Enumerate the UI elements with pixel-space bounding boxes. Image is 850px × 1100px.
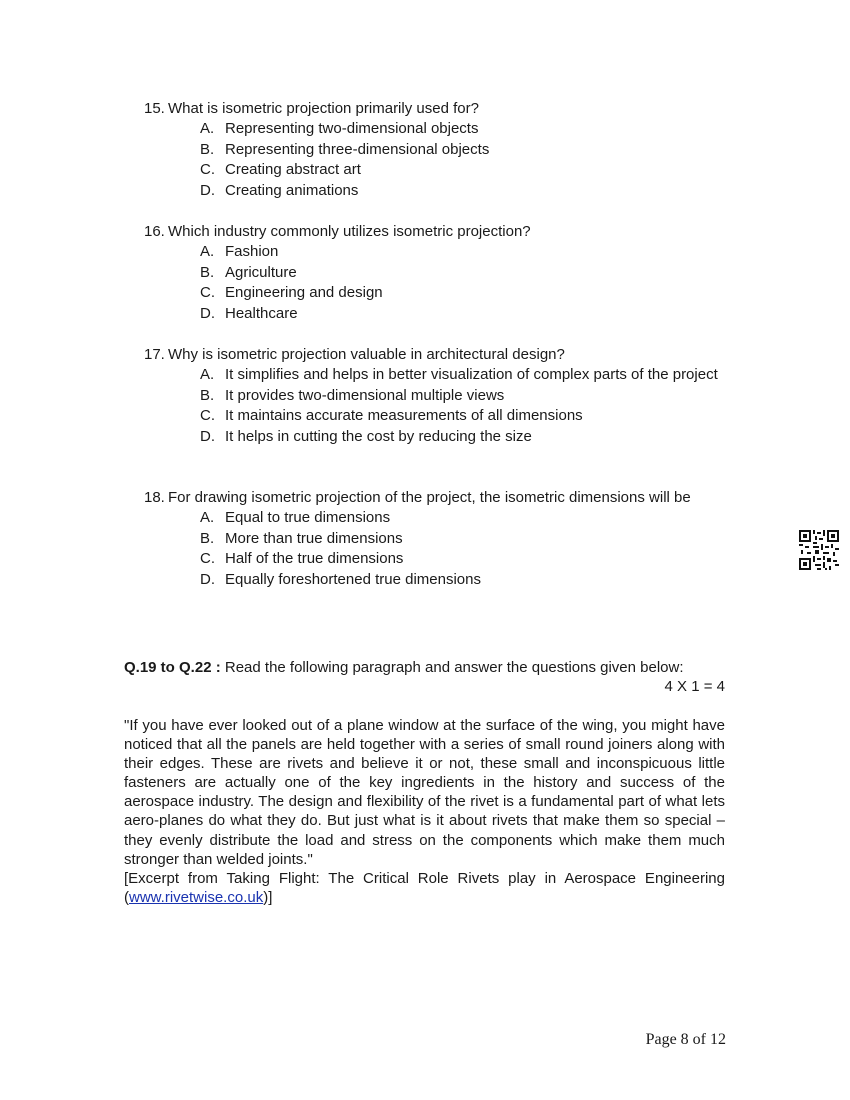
section-heading [124,658,725,696]
option-b [200,386,734,407]
source-link[interactable]: www.rivetwise.co.uk [129,888,264,906]
source-prefix: [Excerpt from Taking Flight: The Critical Role Rivets play in Aerospace Engineering ( [124,869,725,906]
option-text: Engineering and design [225,284,383,302]
option-letter: A. [200,509,215,526]
question-stem [144,488,734,508]
option-c [200,160,734,181]
question-number: 17. [144,346,165,363]
marks-line [124,677,725,696]
option-a [200,119,734,140]
option-list [144,119,734,202]
option-text: Fashion [225,243,279,260]
option-text: More than true dimensions [225,529,403,547]
option-letter: C. [200,284,215,302]
question-18 [144,488,734,591]
option-letter: A. [200,120,215,137]
option-letter: A. [200,243,215,260]
question-number: 15. [144,100,165,117]
option-letter: B. [200,386,215,404]
question-text: For drawing isometric projection of the project, the isometric dimensions will be [168,489,691,506]
option-b [200,529,734,550]
option-list [144,508,734,591]
question-text: Why is isometric projection valuable in architectural design? [168,346,565,363]
question-17 [144,345,734,448]
option-letter: B. [200,140,215,158]
option-d [200,570,734,591]
marks-allocation: 4 X 1 = 4 [664,678,725,695]
option-text: Healthcare [225,305,298,323]
option-text: Creating abstract art [225,161,361,179]
option-text: It provides two-dimensional multiple views [225,386,505,404]
question-stem [144,99,734,119]
question-text: What is isometric projection primarily used for? [168,100,479,117]
option-letter: D. [200,182,215,200]
option-c [200,406,734,427]
option-letter: B. [200,529,215,547]
option-b [200,263,734,284]
passage-source [124,869,725,907]
option-letter: C. [200,161,215,179]
option-a [200,365,734,386]
option-d [200,304,734,325]
option-d [200,427,734,448]
option-letter: C. [200,407,215,425]
option-a [200,242,734,263]
option-c [200,283,734,304]
option-text: Creating animations [225,182,359,200]
question-stem [144,222,734,242]
option-d [200,181,734,202]
option-list [144,365,734,448]
option-text: Equal to true dimensions [225,509,391,526]
question-stem [144,345,734,365]
passage-text: "If you have ever looked out of a plane window at the surface of the wing, you might have noticed that all the panels are held together with a series of small round joiners along with their edges. These are rivets and believe it or not, these small and inconspicuous little fasteners are actually one of the key ingredients in the history and success of the aerospace industry. The design and flexibility of the rivet is a fundamental part of what lets aero-planes do what they do. But just what is it about rivets that make them so special – they evenly distribute the load and stress on the components which make them much stronger than welded joints." [124,717,725,868]
option-text: It helps in cutting the cost by reducing the size [225,428,532,446]
question-number: 18. [144,489,165,506]
section-instruction: Read the following paragraph and answer the questions given below: [224,659,684,676]
question-16 [144,222,734,325]
question-text: Which industry commonly utilizes isometric projection? [168,223,531,240]
option-letter: D. [200,428,215,446]
question-range: Q.19 to Q.22 : [124,659,221,676]
qr-code-icon [799,530,839,570]
option-c [200,549,734,570]
option-letter: D. [200,305,215,323]
question-number: 16. [144,223,165,240]
option-text: Agriculture [225,263,297,281]
option-list [144,242,734,325]
option-text: Representing three-dimensional objects [225,140,490,158]
option-text: It maintains accurate measurements of all dimensions [225,407,583,425]
option-letter: A. [200,366,215,383]
option-text: Half of the true dimensions [225,550,404,568]
option-b [200,140,734,161]
question-15 [144,99,734,202]
option-text: Representing two-dimensional objects [225,120,479,137]
option-text: It simplifies and helps in better visualization of complex parts of the project [225,366,718,383]
reading-passage [124,716,725,907]
option-letter: C. [200,550,215,568]
page-number: Page 8 of 12 [645,1031,726,1048]
option-a [200,508,734,529]
option-letter: B. [200,263,215,281]
option-letter: D. [200,571,215,589]
source-suffix: )] [263,888,273,906]
option-text: Equally foreshortened true dimensions [225,571,481,589]
